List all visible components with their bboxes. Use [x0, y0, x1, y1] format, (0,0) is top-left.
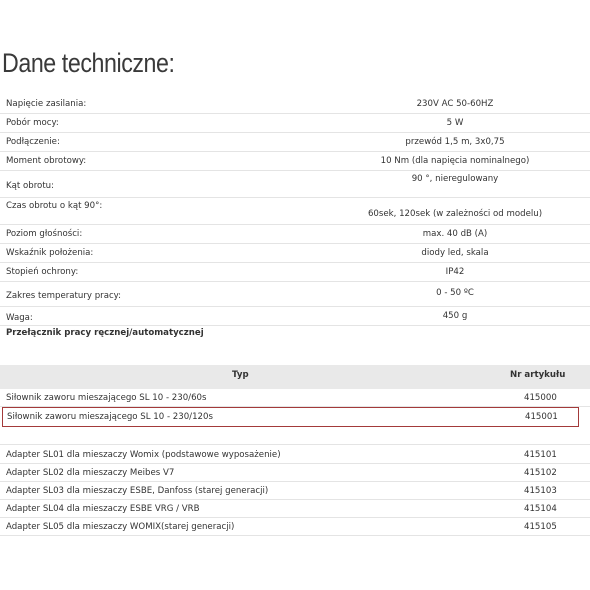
- product-row[interactable]: [0, 482, 590, 500]
- spec-label: Kąt obrotu:: [6, 181, 55, 191]
- product-name: Adapter SL02 dla mieszaczy Meibes V7: [6, 468, 175, 478]
- spec-row-noise: [0, 225, 590, 244]
- separator-row: [0, 430, 590, 445]
- spec-label: Podłączenie:: [6, 137, 60, 147]
- spec-label: Waga:: [6, 313, 33, 323]
- product-row[interactable]: [0, 389, 590, 407]
- product-name: Adapter SL05 dla mieszaczy WOMIX(starej generacji): [6, 522, 235, 532]
- spec-value: przewód 1,5 m, 3x0,75: [405, 137, 505, 147]
- product-row[interactable]: [0, 500, 590, 518]
- spec-value: max. 40 dB (A): [422, 229, 488, 239]
- spec-label: Przełącznik pracy ręcznej/automatycznej: [6, 328, 204, 338]
- spec-row-power: [0, 114, 590, 133]
- spec-value: 5 W: [446, 118, 464, 128]
- page-title: Dane techniczne:: [2, 48, 175, 78]
- product-number: 415103: [524, 486, 557, 496]
- product-number: 415000: [524, 393, 557, 403]
- column-type-header: Typ: [232, 370, 249, 380]
- product-row[interactable]: [0, 446, 590, 464]
- product-name: Adapter SL03 dla mieszaczy ESBE, Danfoss (starej generacji): [6, 486, 269, 496]
- spec-label: Wskaźnik położenia:: [6, 248, 94, 258]
- spec-value: diody led, skala: [421, 248, 489, 258]
- spec-row-voltage: [0, 95, 590, 114]
- product-name: Siłownik zaworu mieszającego SL 10 - 230/60s: [6, 393, 207, 403]
- spec-row-torque: [0, 152, 590, 171]
- spec-value: IP42: [445, 267, 465, 277]
- spec-value: 60sek, 120sek (w zależności od modelu): [367, 209, 543, 219]
- spec-label: Stopień ochrony:: [6, 267, 79, 277]
- product-number: 415001: [525, 412, 558, 422]
- spec-label: Pobór mocy:: [6, 118, 59, 128]
- product-number: 415105: [524, 522, 557, 532]
- product-row[interactable]: [0, 518, 590, 536]
- spec-label: Czas obrotu o kąt 90°:: [6, 201, 103, 211]
- product-number: 415101: [524, 450, 557, 460]
- product-name: Adapter SL04 dla mieszaczy ESBE VRG / VRB: [6, 504, 200, 514]
- spec-label: Moment obrotowy:: [6, 156, 87, 166]
- product-number: 415102: [524, 468, 557, 478]
- spec-row-connection: [0, 133, 590, 152]
- spec-value: 230V AC 50-60HZ: [416, 99, 494, 109]
- spec-label: Zakres temperatury pracy:: [6, 291, 122, 301]
- spec-row-temperature: [0, 282, 590, 307]
- product-row[interactable]: [0, 464, 590, 482]
- product-number: 415104: [524, 504, 557, 514]
- spec-row-rotation-angle: [0, 171, 590, 198]
- spec-value: 90 °, nieregulowany: [411, 174, 499, 184]
- spec-row-weight: [0, 307, 590, 326]
- spec-label: Poziom głośności:: [6, 229, 83, 239]
- spec-row-rotation-time: [0, 198, 590, 225]
- spec-row-protection: [0, 263, 590, 282]
- spec-value: 10 Nm (dla napięcia nominalnego): [380, 156, 530, 166]
- product-name: Siłownik zaworu mieszającego SL 10 - 230/120s: [7, 412, 213, 422]
- column-number-header: Nr artykułu: [510, 370, 566, 380]
- product-row-selected[interactable]: [2, 407, 579, 427]
- product-name: Adapter SL01 dla mieszaczy Womix (podstawowe wyposażenie): [6, 450, 281, 460]
- spec-label: Napięcie zasilania:: [6, 99, 87, 109]
- spec-table: [0, 95, 590, 344]
- spec-row-position-indicator: [0, 244, 590, 263]
- spec-row-switch: [0, 326, 590, 344]
- spec-value: 450 g: [442, 311, 468, 321]
- spec-value: 0 - 50 ºC: [436, 288, 474, 298]
- product-table-header: [0, 365, 590, 389]
